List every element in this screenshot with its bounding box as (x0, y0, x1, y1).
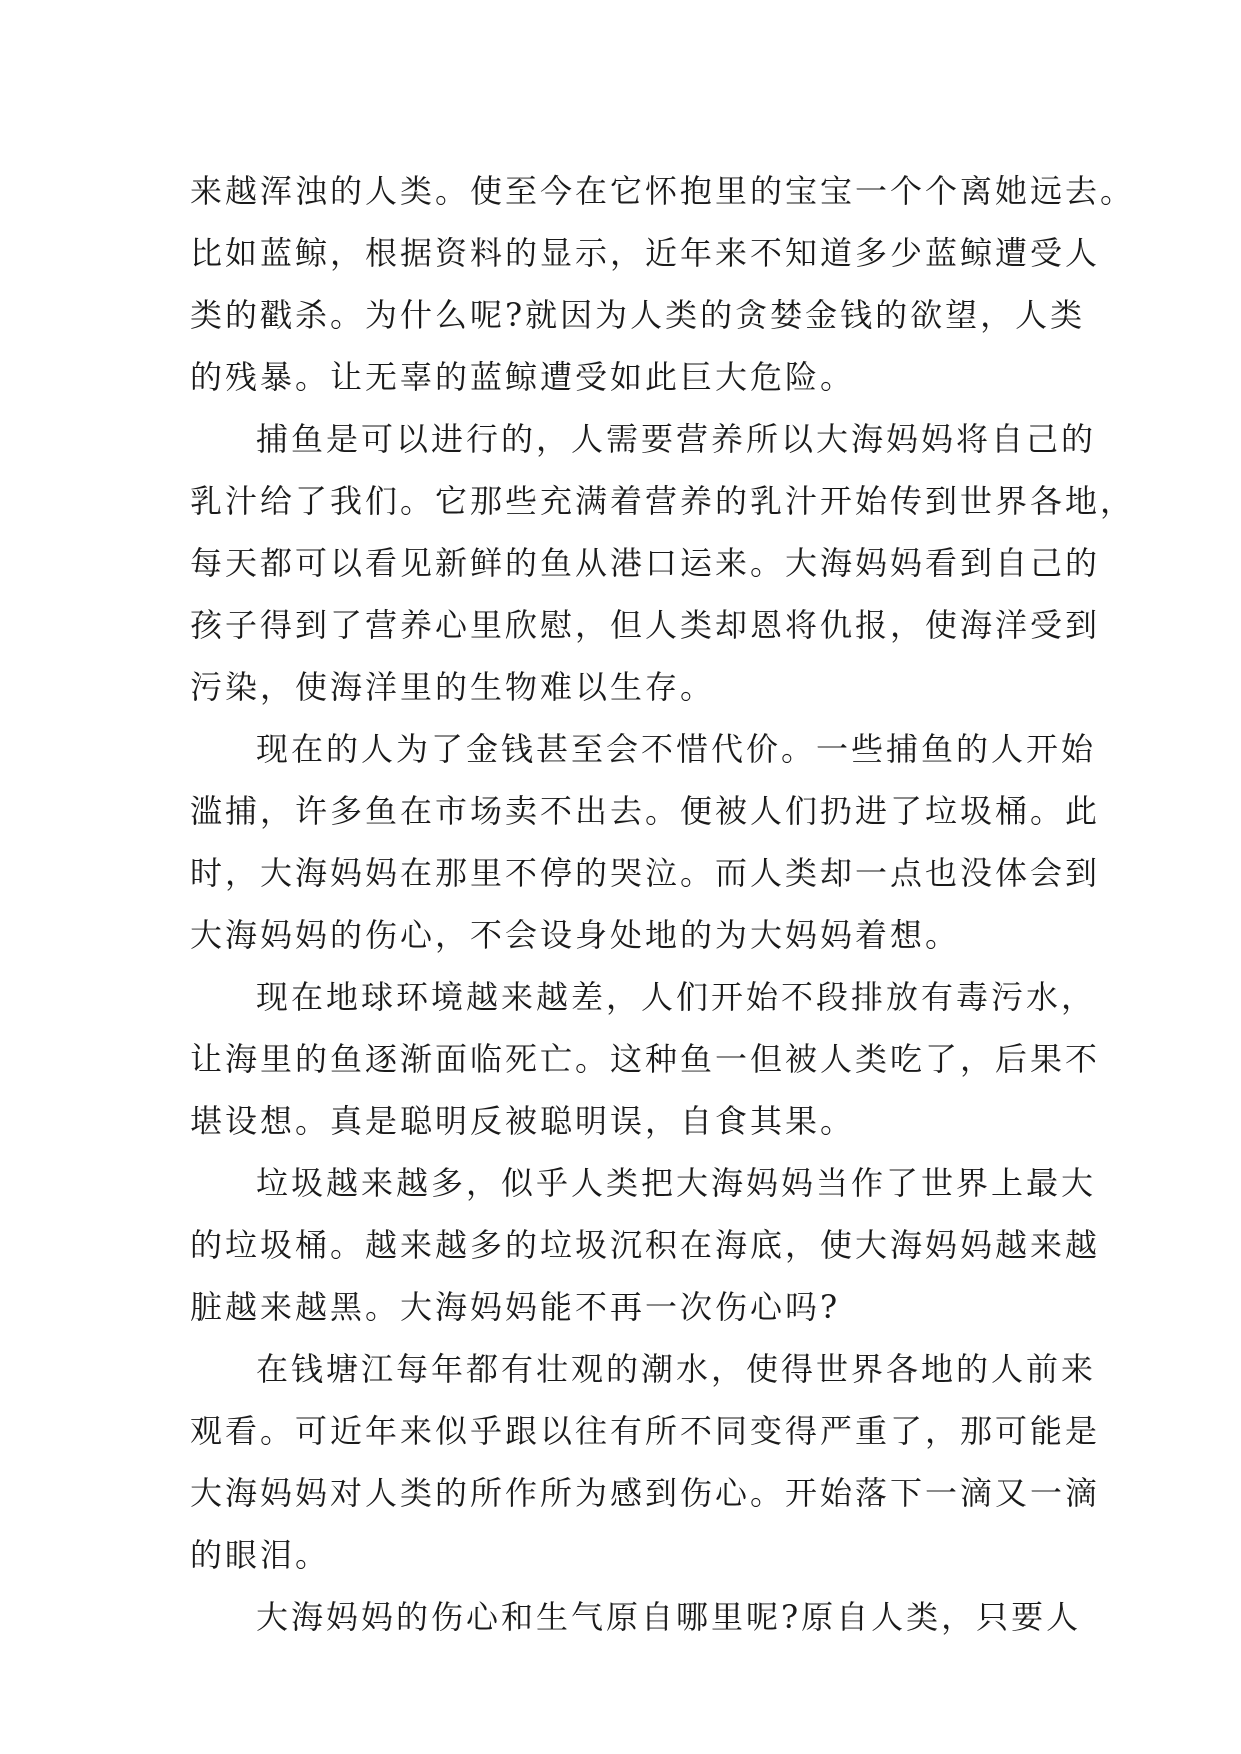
paragraph-first-line: 捕鱼是可以进行的，人需要营养所以大海妈妈将自己的 (256, 420, 1097, 458)
text-line: 孩子得到了营养心里欣慰，但人类却恩将仇报，使海洋受到 (190, 606, 1101, 644)
text-line: 类的戳杀。为什么呢?就因为人类的贪婪金钱的欲望，人类 (190, 296, 1086, 334)
paragraph-first-line: 现在地球环境越来越差，人们开始不段排放有毒污水， (256, 978, 1097, 1016)
text-line: 的残暴。让无辜的蓝鲸遭受如此巨大危险。 (190, 358, 856, 396)
paragraph-first-line: 在钱塘江每年都有壮观的潮水，使得世界各地的人前来 (256, 1350, 1097, 1388)
text-line: 滥捕，许多鱼在市场卖不出去。便被人们扔进了垃圾桶。此 (190, 792, 1101, 830)
text-line: 每天都可以看见新鲜的鱼从港口运来。大海妈妈看到自己的 (190, 544, 1101, 582)
paragraph-first-line: 现在的人为了金钱甚至会不惜代价。一些捕鱼的人开始 (256, 730, 1097, 768)
text-line: 污染，使海洋里的生物难以生存。 (190, 668, 716, 706)
text-line: 大海妈妈的伤心，不会设身处地的为大妈妈着想。 (190, 916, 961, 954)
text-line: 让海里的鱼逐渐面临死亡。这种鱼一但被人类吃了，后果不 (190, 1040, 1101, 1078)
text-line: 的眼泪。 (190, 1536, 331, 1574)
text-line: 来越浑浊的人类。使至今在它怀抱里的宝宝一个个离她远去。 (190, 172, 1136, 210)
text-line: 脏越来越黑。大海妈妈能不再一次伤心吗? (190, 1288, 841, 1326)
text-line: 比如蓝鲸，根据资料的显示，近年来不知道多少蓝鲸遭受人 (190, 234, 1101, 272)
text-line: 大海妈妈对人类的所作所为感到伤心。开始落下一滴又一滴 (190, 1474, 1101, 1512)
essay-text (190, 160, 1136, 1648)
paragraph-first-line: 大海妈妈的伤心和生气原自哪里呢?原自人类，只要人 (256, 1598, 1082, 1636)
paragraph-first-line: 垃圾越来越多，似乎人类把大海妈妈当作了世界上最大 (256, 1164, 1097, 1202)
text-line: 时，大海妈妈在那里不停的哭泣。而人类却一点也没体会到 (190, 854, 1101, 892)
text-line: 乳汁给了我们。它那些充满着营养的乳汁开始传到世界各地， (190, 482, 1136, 520)
text-line: 观看。可近年来似乎跟以往有所不同变得严重了，那可能是 (190, 1412, 1101, 1450)
text-line: 堪设想。真是聪明反被聪明误，自食其果。 (190, 1102, 856, 1140)
text-line: 的垃圾桶。越来越多的垃圾沉积在海底，使大海妈妈越来越 (190, 1226, 1101, 1264)
